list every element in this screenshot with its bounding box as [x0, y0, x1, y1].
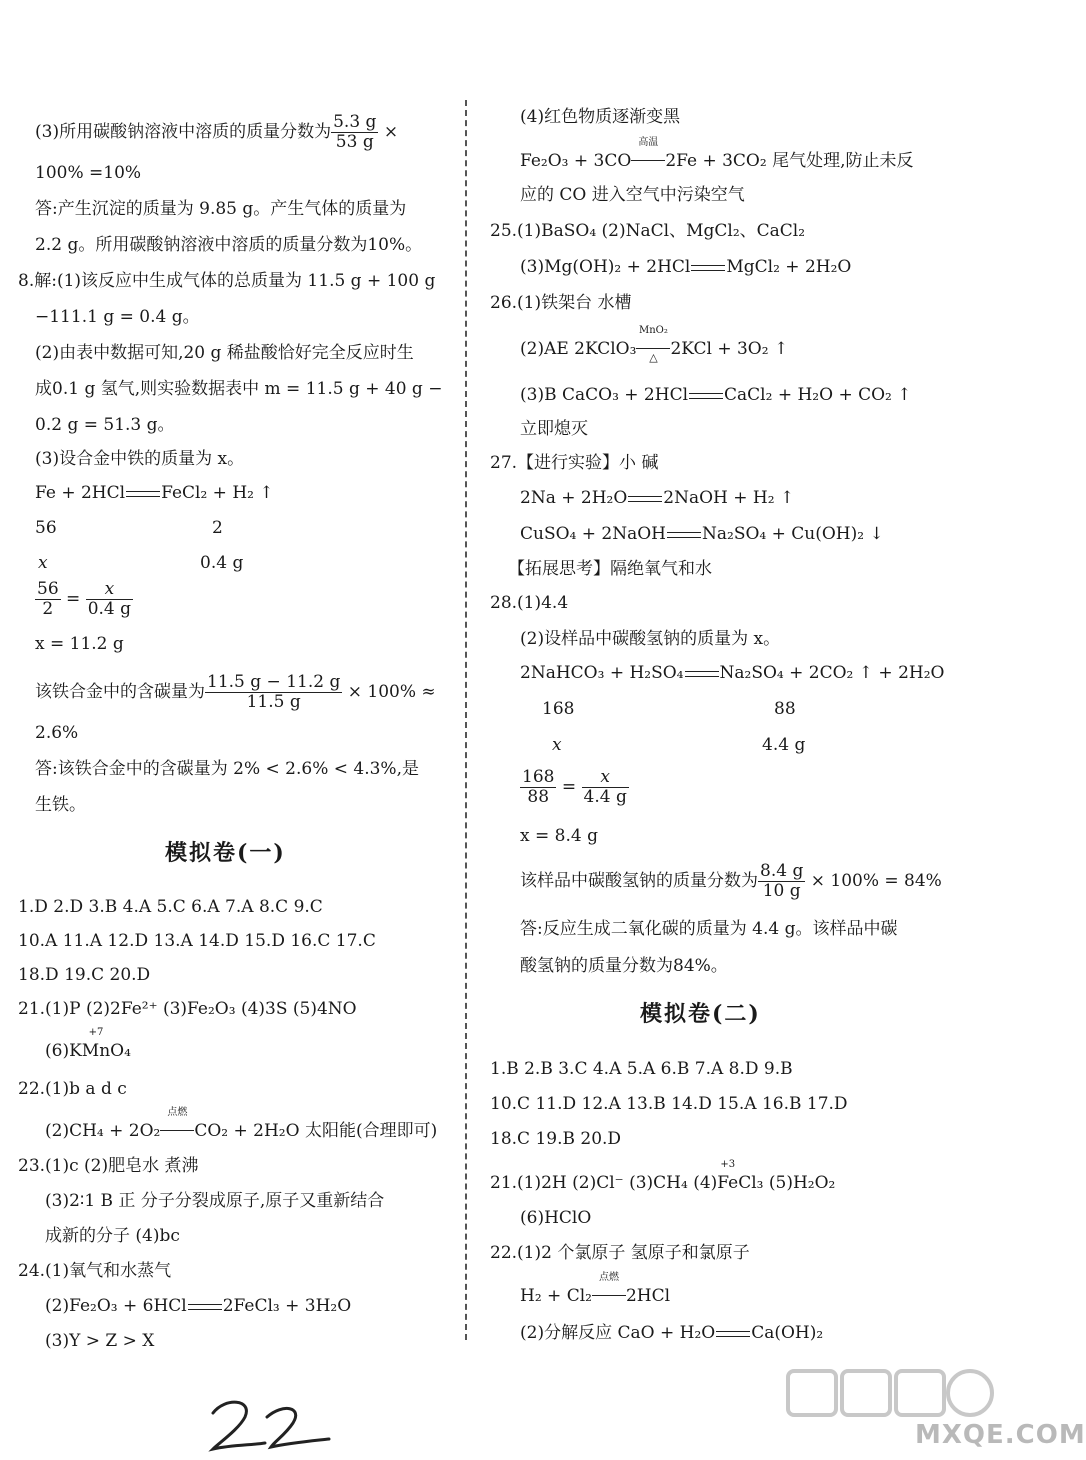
handwritten-page-number	[205, 1395, 335, 1455]
heat-symbol: △	[649, 351, 658, 364]
line: 2.2 g。所用碳酸钠溶液中溶质的质量分数为10%。	[35, 235, 423, 255]
line-q3-fraction	[35, 113, 398, 152]
equation-line	[45, 1107, 438, 1142]
proportion	[35, 580, 133, 619]
products: 2HCl	[625, 1286, 671, 1306]
denominator: 11.5 g	[246, 692, 301, 712]
reactants: (2)AE 2KClO₃	[520, 339, 637, 359]
equation-line	[520, 256, 851, 278]
line: 成0.1 g 氢气,则实验数据表中 m = 11.5 g + 40 g −	[35, 379, 443, 399]
condition-arrow	[160, 1107, 194, 1142]
reactants: Fe + 2HCl	[35, 483, 126, 503]
variable: x	[552, 735, 562, 755]
text: 该铁合金中的含碳量为	[35, 682, 205, 702]
products: 2NaOH + H₂ ↑	[663, 488, 795, 508]
answer-row: 10.C 11.D 12.A 13.B 14.D 15.A 16.B 17.D	[490, 1094, 848, 1114]
equation-line	[35, 482, 274, 504]
condition: 高温	[638, 137, 659, 148]
line: 22.(1)2 个氯原子 氢原子和氯原子	[490, 1243, 750, 1263]
reactants: (3)B CaCO₃ + 2HCl	[520, 385, 689, 405]
denominator: 0.4 g	[87, 599, 132, 619]
equals-sign	[667, 532, 701, 538]
valence-symbol	[717, 1159, 739, 1194]
text: ×	[383, 122, 399, 142]
text: (6)K	[45, 1041, 82, 1061]
mass-ratio: 168	[542, 699, 575, 719]
equals-sign	[691, 265, 725, 271]
line: 26.(1)铁架台 水槽	[490, 293, 632, 313]
equation-line	[520, 1322, 823, 1344]
products: 2KCl + 3O₂ ↑	[670, 339, 789, 359]
catalyst: MnO₂	[638, 325, 668, 336]
denominator: 10 g	[762, 881, 801, 901]
denominator: 2	[42, 599, 54, 619]
reactants: (2)分解反应 CaO + H₂O	[520, 1323, 716, 1343]
reactants: 2NaHCO₃ + H₂SO₄	[520, 663, 684, 683]
text: Cl₃ (5)H₂O₂	[738, 1173, 836, 1193]
condition: 点燃	[167, 1107, 188, 1118]
line: (3)2∶1 B 正 分子分裂成原子,原子又重新结合	[45, 1191, 385, 1211]
text: 该样品中碳酸氢钠的质量分数为	[520, 871, 758, 891]
numerator: 168	[522, 767, 555, 787]
section-heading: 模拟卷(二)	[640, 1001, 761, 1027]
value: 0.4 g	[200, 553, 244, 573]
line: 应的 CO 进入空气中污染空气	[520, 185, 745, 205]
line: 0.2 g = 51.3 g。	[35, 415, 175, 435]
products: Na₂SO₄ + Cu(OH)₂ ↓	[702, 524, 884, 544]
reactants: CuSO₄ + 2NaOH	[520, 524, 666, 544]
answer-row: 18.D 19.C 20.D	[18, 965, 151, 985]
products: Ca(OH)₂	[751, 1323, 824, 1343]
line: (3)Y > Z > X	[45, 1331, 155, 1351]
equals-sign	[685, 671, 719, 677]
section-heading: 模拟卷(一)	[165, 840, 286, 866]
numerator: x	[86, 580, 133, 600]
valence: +7	[88, 1027, 104, 1038]
line: 答:该铁合金中的含碳量为 2% < 2.6% < 4.3%,是	[35, 759, 419, 779]
column-divider	[465, 100, 467, 1340]
element: Mn	[81, 1041, 111, 1061]
line: 27.【进行实验】小 碱	[490, 453, 659, 473]
products: 2FeCl₃ + 3H₂O	[222, 1296, 352, 1316]
fraction	[520, 768, 556, 807]
denominator: 53 g	[335, 132, 374, 152]
reactants: 2Na + 2H₂O	[520, 488, 628, 508]
equation-line	[520, 523, 884, 545]
equation-line	[520, 384, 912, 406]
reactants: (2)CH₄ + 2O₂	[45, 1121, 161, 1141]
line: 酸氢钠的质量分数为84%。	[520, 956, 728, 976]
fraction	[758, 862, 805, 901]
condition-arrow	[636, 325, 670, 364]
products: 2Fe + 3CO₂ 尾气处理,防止未反	[665, 151, 914, 171]
line: 答:产生沉淀的质量为 9.85 g。产生气体的质量为	[35, 199, 407, 219]
mass-ratio: 88	[774, 699, 796, 719]
variable: x	[38, 553, 48, 573]
line: 成新的分子 (4)bc	[45, 1226, 180, 1246]
line: 22.(1)b a d c	[18, 1079, 127, 1099]
mass-ratio: 56	[35, 518, 57, 538]
valence: +3	[720, 1159, 736, 1170]
line: 100% =10%	[35, 163, 142, 183]
fraction	[205, 673, 342, 712]
proportion	[520, 768, 629, 807]
condition-arrow	[631, 137, 665, 172]
numerator: x	[582, 768, 629, 788]
products: CO₂ + 2H₂O 太阳能(合理即可)	[194, 1121, 438, 1141]
answer-row: 1.B 2.B 3.C 4.A 5.A 6.B 7.A 8.D 9.B	[490, 1059, 793, 1079]
line: x = 8.4 g	[520, 826, 598, 846]
line-valence	[45, 1027, 131, 1062]
equals: =	[66, 589, 81, 609]
watermark-text: MXQE.COM	[915, 1420, 1086, 1450]
fraction	[331, 113, 378, 152]
fraction	[35, 580, 61, 619]
line: 【拓展思考】隔绝氧气和水	[508, 559, 712, 579]
reactants: (3)Mg(OH)₂ + 2HCl	[520, 257, 691, 277]
line: 24.(1)氧气和水蒸气	[18, 1261, 172, 1281]
mass-ratio: 2	[212, 518, 223, 538]
valence-symbol	[81, 1027, 111, 1062]
numerator: 5.3 g	[333, 112, 377, 132]
equation-line	[520, 137, 914, 172]
line: 答:反应生成二氧化碳的质量为 4.4 g。该样品中碳	[520, 919, 898, 939]
text: 21.(1)2H (2)Cl⁻ (3)CH₄ (4)	[490, 1173, 718, 1193]
line: 立即熄灭	[520, 419, 588, 439]
denominator: 4.4 g	[583, 787, 627, 807]
element: Fe	[717, 1173, 739, 1193]
line: 28.(1)4.4	[490, 593, 569, 613]
line: 21.(1)P (2)2Fe²⁺ (3)Fe₂O₃ (4)3S (5)4NO	[18, 999, 357, 1019]
numerator: 56	[37, 579, 59, 599]
answer-row: 10.A 11.A 12.D 13.A 14.D 15.D 16.C 17.C	[18, 931, 376, 951]
equation-line	[520, 1272, 671, 1307]
equals: =	[561, 777, 577, 797]
equals-sign	[689, 393, 723, 399]
products: FeCl₂ + H₂ ↑	[161, 483, 274, 503]
numerator: 11.5 g − 11.2 g	[207, 672, 341, 692]
equals-sign	[188, 1304, 222, 1310]
line: (3)设合金中铁的质量为 x。	[35, 449, 245, 469]
text: × 100% = 84%	[810, 871, 942, 891]
line: 生铁。	[35, 795, 86, 815]
text: × 100% ≈	[347, 682, 436, 702]
fraction	[582, 768, 629, 807]
equals-sign	[628, 496, 662, 502]
line: 8.解:(1)该反应中生成气体的总质量为 11.5 g + 100 g	[18, 271, 436, 291]
line: 25.(1)BaSO₄ (2)NaCl、MgCl₂、CaCl₂	[490, 221, 806, 241]
line-valence	[490, 1159, 836, 1194]
answer-row: 18.C 19.B 20.D	[490, 1129, 622, 1149]
equation-line	[520, 325, 789, 364]
equation-line	[45, 1295, 351, 1317]
line-percentage	[520, 862, 942, 901]
line: −111.1 g = 0.4 g。	[35, 307, 200, 327]
line: (4)红色物质逐渐变黑	[520, 107, 681, 127]
equation-line	[520, 487, 794, 509]
equals-sign	[126, 491, 160, 497]
products: CaCl₂ + H₂O + CO₂ ↑	[724, 385, 912, 405]
text: O₄	[110, 1041, 131, 1061]
fraction	[86, 580, 133, 619]
text: (3)所用碳酸钠溶液中溶质的质量分数为	[35, 122, 332, 142]
reactants: H₂ + Cl₂	[520, 1286, 592, 1306]
products: Na₂SO₄ + 2CO₂ ↑ + 2H₂O	[719, 663, 945, 683]
line-carbon-fraction	[35, 673, 436, 712]
reactants: Fe₂O₃ + 3CO	[520, 151, 632, 171]
condition-arrow	[592, 1272, 626, 1307]
line: (2)由表中数据可知,20 g 稀盐酸恰好完全反应时生	[35, 343, 414, 363]
answer-row: 1.D 2.D 3.B 4.A 5.C 6.A 7.A 8.C 9.C	[18, 897, 323, 917]
equation-line	[520, 662, 944, 684]
value: 4.4 g	[762, 735, 806, 755]
products: MgCl₂ + 2H₂O	[726, 257, 852, 277]
line: (6)HClO	[520, 1208, 592, 1228]
line: 2.6%	[35, 723, 79, 743]
line: (2)设样品中碳酸氢钠的质量为 x。	[520, 629, 781, 649]
reactants: (2)Fe₂O₃ + 6HCl	[45, 1296, 187, 1316]
line: x = 11.2 g	[35, 634, 124, 654]
equals-sign	[716, 1331, 750, 1337]
line: 23.(1)c (2)肥皂水 煮沸	[18, 1156, 199, 1176]
denominator: 88	[527, 787, 550, 807]
numerator: 8.4 g	[760, 861, 804, 881]
condition: 点燃	[598, 1272, 619, 1283]
